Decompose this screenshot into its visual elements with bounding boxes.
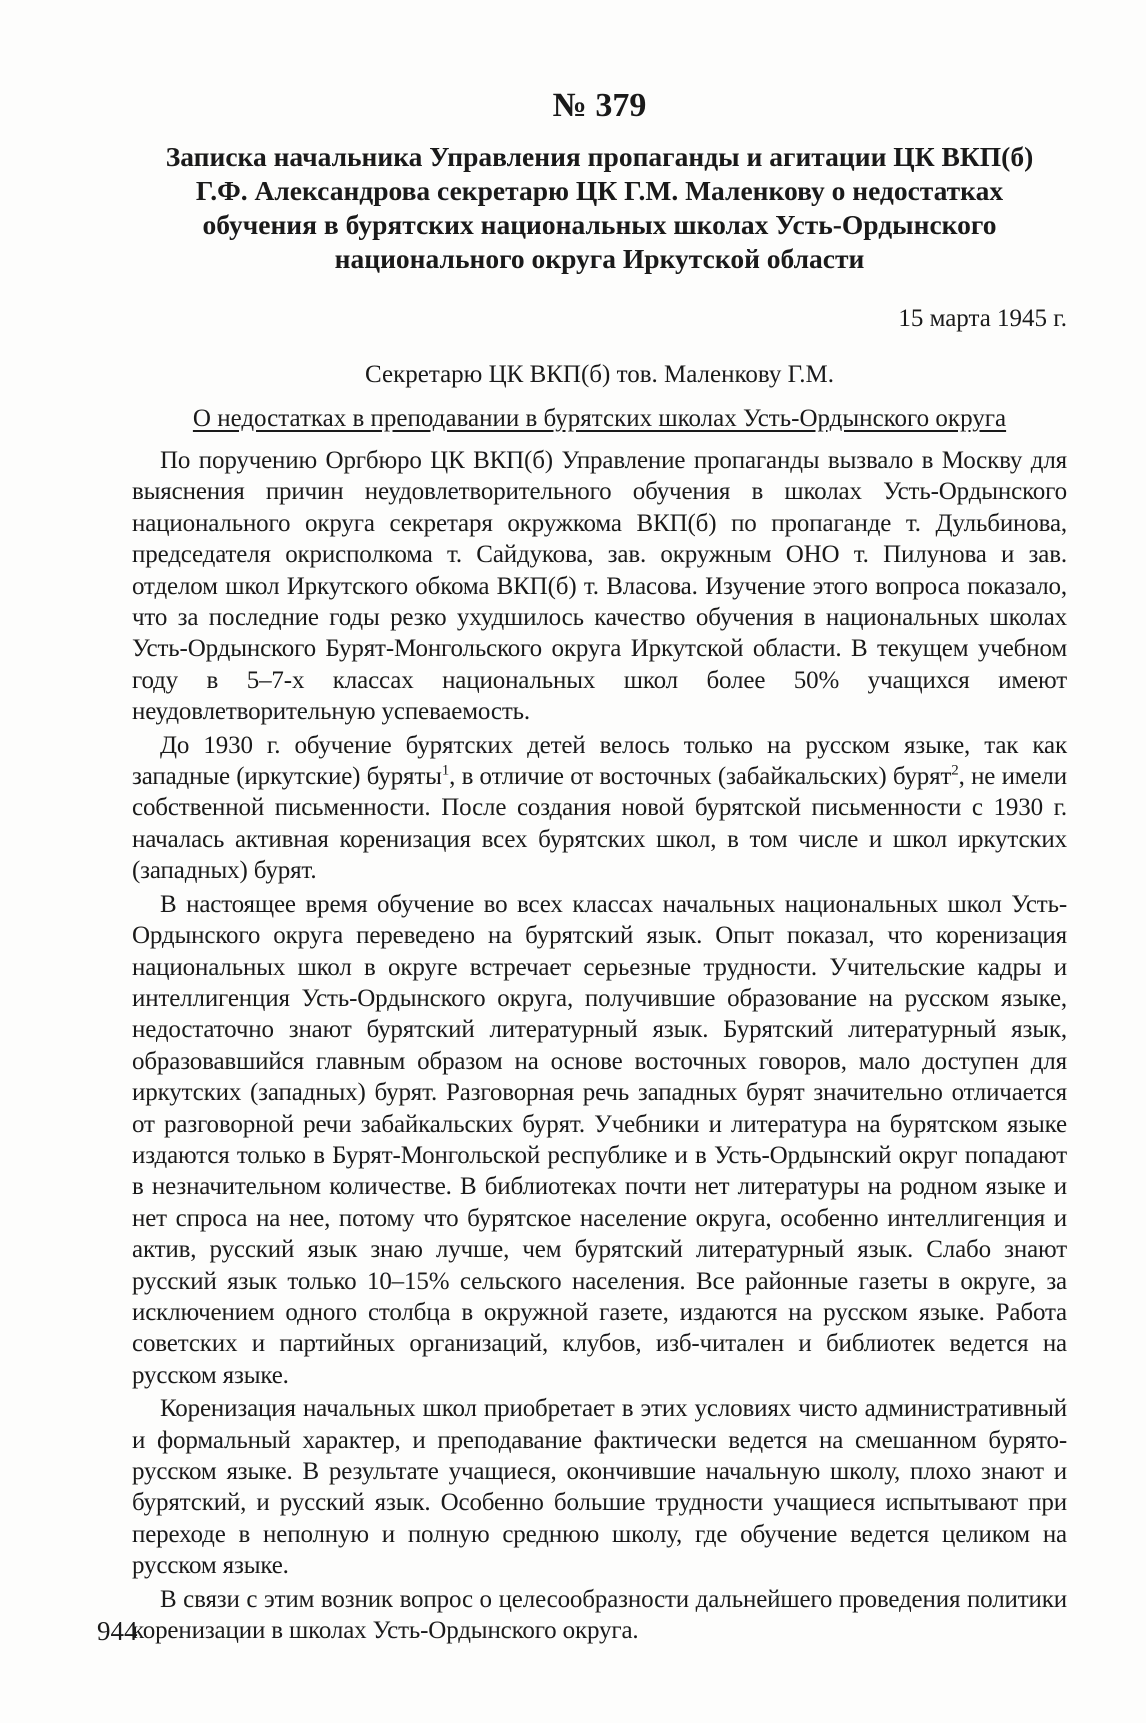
- title-line: национального округа Иркутской области: [334, 243, 865, 274]
- page-number: 944: [97, 1616, 138, 1646]
- footnote-ref: 1: [441, 762, 450, 779]
- paragraph-text: До 1930 г. обучение бурятских детей велось только на русском языке, так как западные (иркутские) буряты: [132, 731, 1067, 791]
- addressee: Секретарю ЦК ВКП(б) тов. Маленкову Г.М.: [365, 361, 834, 388]
- paragraph: В настоящее время обучение во всех классах начальных национальных школ Усть-Ордынского округа переведено на бурятский язык. Опыт показал, что коренизация национальных школ в округе встречает серьезные трудности. Учительские кадры и интеллигенция Усть-Ордынского округа, получившие образование на русском языке, недостаточно знают бурятский литературный язык. Бурятский литературный язык, образовавшийся главным образом на основе восточных говоров, мало доступен для иркутских (западных) бурят. Разговорная речь западных бурят значительно отличается от разговорной речи забайкальских бурят. Учебники и литература на бурятском языке издаются только в Бурят-Монгольской республике и в Усть-Ордынский округ попадают в незначительном количестве. В библиотеках почти нет литературы на родном языке и нет спроса на нее, потому что бурятское население округа, особенно интеллигенция и актив, русский язык знаю лучше, чем бурятский литературный язык. Слабо знают русский язык только 10–15% сельского населения. Все районные газеты в округе, за исключением одного столбца в окружной газете, издаются на русском языке. Работа советских и партийных организаций, клубов, изб-читален и библиотек ведется на русском языке.: [132, 890, 1067, 1389]
- title-line: Г.Ф. Александрова секретарю ЦК Г.М. Маленкову о недостатках: [195, 175, 1004, 206]
- paragraph: Коренизация начальных школ приобретает в этих условиях чисто административный и формальный характер, и преподавание фактически ведется на смешанном бурято-русском языке. В результате учащиеся, окончившие начальную школу, плохо знают и бурятский, и русский язык. Особенно большие трудности учащиеся испытывают при переходе в неполную и полную среднюю школу, где обучение ведется целиком на русском языке.: [132, 1395, 1067, 1580]
- document-number: № 379: [552, 87, 647, 124]
- document-title: [132, 140, 1067, 276]
- title-line: обучения в бурятских национальных школах Усть-Ордынского: [202, 209, 997, 240]
- footnote-ref: 2: [951, 762, 959, 779]
- paragraph: [132, 730, 1067, 887]
- paragraph: По поручению Оргбюро ЦК ВКП(б) Управление пропаганды вызвало в Москву для выяснения причин неудовлетворительного обучения в школах Усть-Ордынского национального округа секретаря окружкома ВКП(б) по пропаганде т. Дульбинова, председателя окрисполкома т. Сайдукова, зав. окружным ОНО т. Пилунова и зав. отделом школ Иркутского обкома ВКП(б) т. Власова. Изучение этого вопроса показало, что за последние годы резко ухудшилось качество обучения в национальных школах Усть-Ордынского Бурят-Монгольского округа Иркутской области. В текущем учебном году в 5–7-х классах национальных школ более 50% учащихся имеют неудовлетворительную успеваемость.: [132, 447, 1067, 726]
- paragraph-text: , не имели собственной письменности. После создания новой бурятской письменности с 1930 г. началась активная коренизация всех бурятских школ, в том числе и школ иркутских (западных) бурят.: [132, 763, 1067, 885]
- document-date: 15 марта 1945 г.: [898, 305, 1067, 332]
- document-body: [132, 445, 1067, 1646]
- document-content: [132, 86, 1067, 1648]
- title-line: Записка начальника Управления пропаганды и агитации ЦК ВКП(б): [165, 141, 1034, 172]
- subject-line: О недостатках в преподавании в бурятских школах Усть-Ордынского округа: [192, 405, 1007, 432]
- paragraph-text: , в отличие от восточных (забайкальских) бурят: [449, 763, 952, 791]
- paragraph: В связи с этим возник вопрос о целесообразности дальнейшего проведения политики коренизации в школах Усть-Ордынского округа.: [132, 1585, 1067, 1645]
